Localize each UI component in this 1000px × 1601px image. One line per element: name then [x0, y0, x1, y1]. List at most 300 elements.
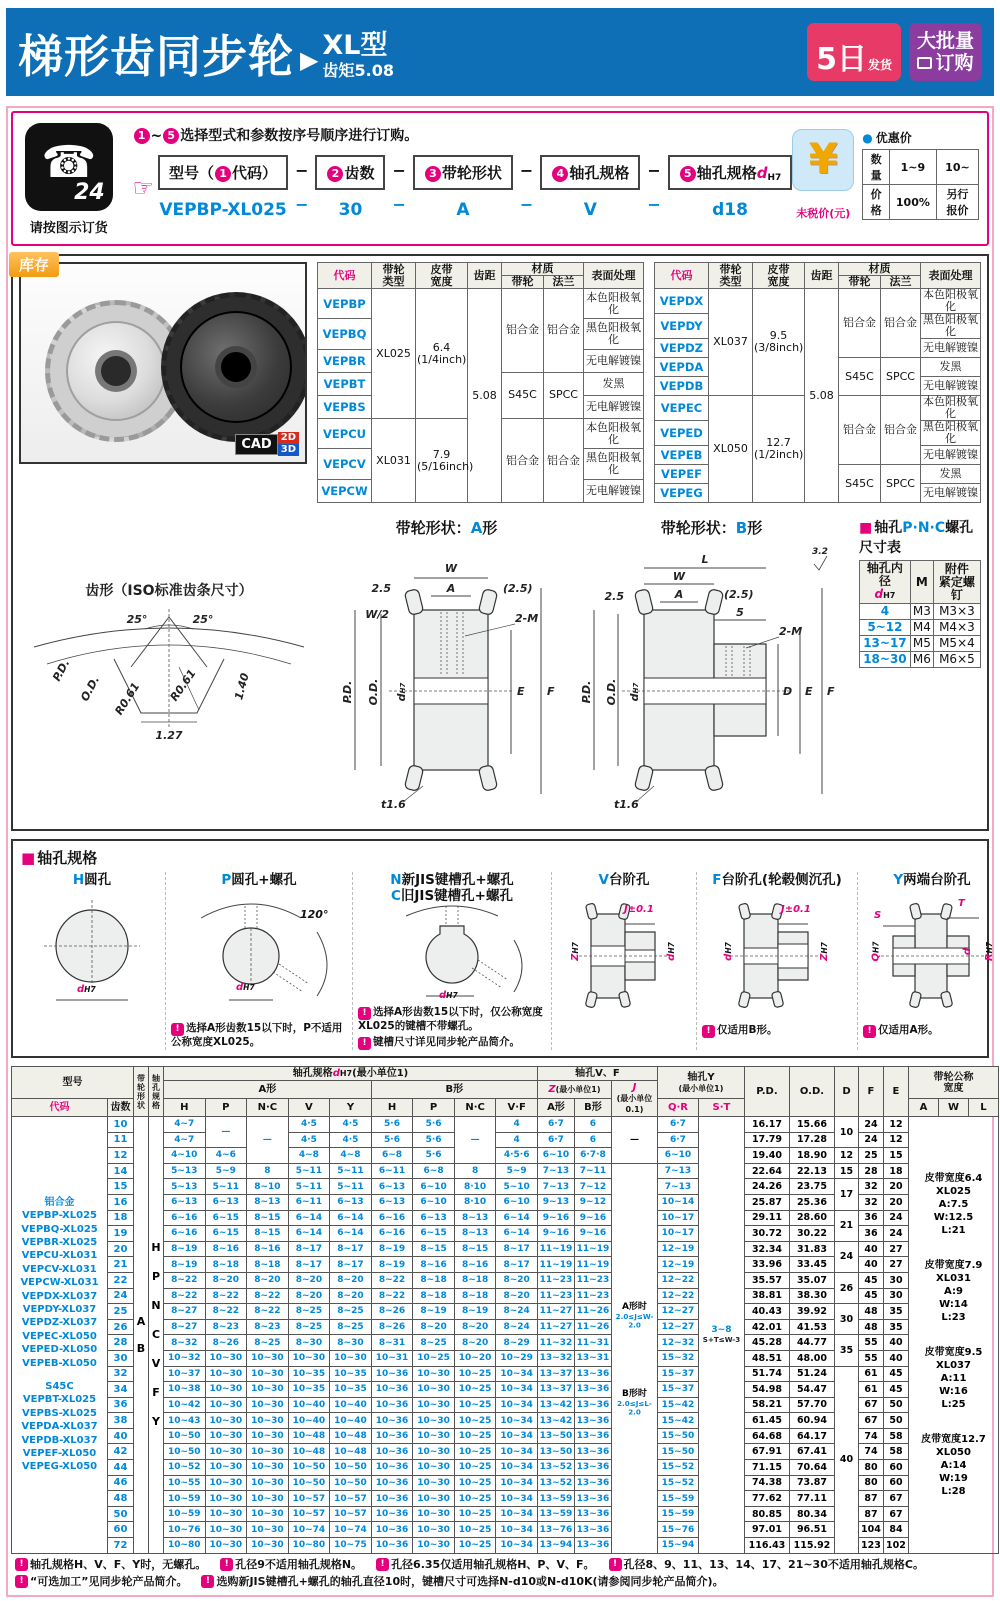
cell: 6~16 [371, 1226, 413, 1242]
dim-whalf: W/2 [365, 608, 389, 621]
cell: 铝合金 [502, 289, 544, 373]
example-code: VEPBP-XL025 [159, 200, 287, 220]
cell: 10~48 [288, 1428, 330, 1444]
cell: 发黑 [921, 358, 981, 377]
cell: 13~76 [537, 1522, 574, 1538]
cell: 46 [108, 1475, 134, 1491]
dim-25p: (2.5) [503, 582, 533, 595]
cell: 7~13 [537, 1163, 574, 1179]
cell: 6~14 [288, 1210, 330, 1226]
cell: 发黑 [584, 372, 644, 395]
footnote: ! 孔径9不适用轴孔规格N。 [220, 1558, 362, 1572]
info-icon [376, 1558, 389, 1571]
cell: 28 [108, 1335, 134, 1351]
cell: 15 [834, 1163, 858, 1179]
cell: 35.07 [789, 1272, 834, 1288]
cell: 102 [883, 1538, 908, 1554]
cell: 8 [454, 1163, 496, 1179]
cell: 10~50 [164, 1444, 206, 1460]
cell: 8~20 [454, 1319, 496, 1335]
cell: 黑色阳极氧化 [921, 421, 981, 446]
cell: 10~50 [330, 1460, 372, 1476]
cell[interactable]: VEPBP [318, 289, 372, 319]
cell: 10~35 [330, 1382, 372, 1398]
cell: 10~34 [496, 1366, 538, 1382]
cell: 7~11 [574, 1163, 611, 1179]
cell: 80 [858, 1475, 883, 1491]
col-width: 带轮公称 宽度 [908, 1067, 998, 1099]
cell: 11~31 [574, 1335, 611, 1351]
dim-25: 2.5 [604, 590, 624, 603]
cell: 10~36 [371, 1428, 413, 1444]
cell: 67.91 [744, 1444, 789, 1460]
cell: XL050 [709, 396, 753, 503]
cell: 10~40 [288, 1397, 330, 1413]
form-a-drawing [319, 540, 574, 820]
cell: 8~17 [330, 1257, 372, 1273]
bulk-order-badge: 大批量 订购 [909, 23, 982, 81]
cell: 32 [858, 1179, 883, 1195]
cell: 45.28 [744, 1335, 789, 1351]
cell: 10~59 [164, 1506, 206, 1522]
cell: 8~16 [247, 1241, 289, 1257]
cell: 13~36 [574, 1491, 611, 1507]
cell: M3×3 [933, 604, 980, 620]
phone-24h-icon: ☎ 24 [25, 123, 113, 211]
cell: 12 [108, 1148, 134, 1164]
cell: 5·6 [413, 1148, 455, 1164]
cell: 44 [108, 1460, 134, 1476]
cell[interactable]: VEPCV [318, 449, 372, 479]
cell: 8~15 [454, 1241, 496, 1257]
cell: 13~52 [537, 1475, 574, 1491]
cell: 11~23 [537, 1288, 574, 1304]
cell: 40 [883, 1335, 908, 1351]
cell: 10~76 [164, 1522, 206, 1538]
cell: 12 [883, 1117, 908, 1133]
form-b-diagram: 带轮形状：B形 L W 2.5 A (2.5) 5 2-M P.D. O.D. dH7 D E F t1.6 3.2 [574, 517, 849, 823]
cell: 10~50 [288, 1460, 330, 1476]
cell: 20 [108, 1241, 134, 1257]
cell: 10~37 [164, 1366, 206, 1382]
cell: 10~30 [205, 1382, 247, 1398]
cell[interactable]: VEPED [655, 421, 709, 446]
cell: 97.01 [744, 1522, 789, 1538]
cell: 8~18 [454, 1288, 496, 1304]
cell: 4·5 [288, 1132, 330, 1148]
cell: 13~37 [537, 1366, 574, 1382]
yen-icon: ¥ [792, 129, 854, 191]
cell[interactable]: VEPDB [655, 377, 709, 396]
cell: 铝合金 [881, 396, 921, 465]
footnote: ! 轴孔规格H、V、F、Y时，无螺孔。 [15, 1558, 206, 1572]
cell: 10~30 [205, 1522, 247, 1538]
cell: 10~57 [288, 1491, 330, 1507]
cell: 30 [883, 1272, 908, 1288]
cell[interactable]: VEPBQ [318, 319, 372, 349]
cell: 10~30 [413, 1397, 455, 1413]
dim-2m: 2-M [779, 625, 803, 638]
cell: 10~30 [247, 1350, 289, 1366]
cell: 6~13 [330, 1194, 372, 1210]
cell: 13~42 [537, 1397, 574, 1413]
cell: 8~23 [205, 1319, 247, 1335]
cell: 10~30 [205, 1475, 247, 1491]
cell: 10~80 [288, 1538, 330, 1554]
cell: SPCC [881, 358, 921, 396]
surface-finish: 3.2 [812, 547, 828, 557]
cad-2d-button[interactable]: 2D [278, 432, 299, 444]
cell: 10~48 [330, 1428, 372, 1444]
cell[interactable]: VEPEB [655, 446, 709, 465]
price-block [792, 123, 979, 236]
cell: 74 [858, 1444, 883, 1460]
cell: 40 [883, 1350, 908, 1366]
cell: 10~30 [247, 1522, 289, 1538]
part-number-builder: 型号（ 1 代码） VEPBP-XL025 − − 2 齿数 30 − − 3 带轮形状 A − − 4 轴孔规格 V − − 5 轴孔规格dH7 d18 [158, 155, 792, 220]
bore-nc-note2: !键槽尺寸详见同步轮产品简介。 [358, 1036, 546, 1050]
cell: 64.17 [789, 1428, 834, 1444]
cell: 8~25 [288, 1319, 330, 1335]
cell: 17.79 [744, 1132, 789, 1148]
cell: 10~30 [247, 1444, 289, 1460]
col-pd: P.D. [744, 1067, 789, 1117]
cell: 54.47 [789, 1382, 834, 1398]
cell[interactable]: VEPCU [318, 419, 372, 449]
cell: 8~13 [454, 1226, 496, 1242]
cell: 5~11 [288, 1163, 330, 1179]
cell: 10~30 [205, 1444, 247, 1460]
cell: 8~16 [413, 1257, 455, 1273]
cell: 本色阳极氧化 [584, 419, 644, 449]
cad-badge[interactable]: CAD 2D 3D [235, 432, 299, 456]
order-guide [11, 111, 989, 246]
cell: 11~23 [537, 1272, 574, 1288]
cell: 11~32 [537, 1335, 574, 1351]
od-label: O.D. [78, 673, 103, 704]
cell[interactable]: VEPEF [655, 465, 709, 484]
cell: 10~36 [371, 1506, 413, 1522]
cell: 15~37 [657, 1366, 698, 1382]
cell: 13~36 [574, 1397, 611, 1413]
cell: 8~13 [247, 1194, 289, 1210]
cell[interactable]: VEPEC [655, 396, 709, 421]
cell: 10~75 [330, 1538, 372, 1554]
cell: 4 [496, 1117, 538, 1133]
cell: 13~36 [574, 1475, 611, 1491]
tooth-title: 齿形（ISO标准齿条尺寸） [85, 583, 253, 599]
cell: 13~59 [537, 1491, 574, 1507]
cell: 7~12 [574, 1179, 611, 1195]
cell: 29.11 [744, 1210, 789, 1226]
cell: 61.45 [744, 1413, 789, 1429]
cell: 10~34 [496, 1538, 538, 1554]
cell: 10~30 [247, 1506, 289, 1522]
cell: 48 [858, 1304, 883, 1320]
cell: 67 [858, 1397, 883, 1413]
cell: 10~34 [496, 1382, 538, 1398]
cell: 44.77 [789, 1335, 834, 1351]
cell: 8~19 [371, 1257, 413, 1273]
cell: 15~42 [657, 1397, 698, 1413]
col-f: F [858, 1067, 883, 1117]
form-b-drawing [574, 540, 849, 820]
cell[interactable]: VEPCW [318, 479, 372, 502]
cell: 13~52 [537, 1460, 574, 1476]
cell: 8~24 [496, 1319, 538, 1335]
bore-nc-drawing [358, 904, 546, 1000]
cell: 8·10 [454, 1179, 496, 1195]
page-title: 梯形齿同步轮 [18, 29, 295, 83]
cell: 8~13 [454, 1210, 496, 1226]
cell: S45C [502, 372, 544, 418]
cell: 4·5 [330, 1117, 372, 1133]
cell: 8~25 [288, 1304, 330, 1320]
col-j: J (最小单位0.1) [611, 1081, 657, 1117]
cell: 本色阳极氧化 [921, 396, 981, 421]
cell[interactable]: 铝合金 VEPBP-XL025 VEPBQ-XL025 VEPBR-XL025 VEPCU-XL031 VEPCV-XL031 VEPCW-XL031 VEPDX-XL037 VEPDY-XL037 VEPDZ-XL037 VEPEC-XL050 VEPED-XL050 VEPEB-XL050 S45C VEPBT-XL025 VEPBS-XL025 VEPDA-XL037 VEPDB-XL037 VEPEF-XL050 VEPEG-XL050 [12, 1117, 108, 1554]
cell: 60 [883, 1475, 908, 1491]
height-label: 1.40 [232, 671, 252, 702]
cell: 30 [883, 1288, 908, 1304]
cell: 10~30 [247, 1475, 289, 1491]
cell: 8~17 [288, 1257, 330, 1273]
cell: 10~30 [247, 1460, 289, 1476]
cell: 6~13 [205, 1194, 247, 1210]
cell: 123 [858, 1538, 883, 1554]
cell[interactable]: VEPEG [655, 484, 709, 503]
cell: 7~13 [657, 1163, 698, 1179]
cell: 10~50 [330, 1475, 372, 1491]
cell: 10~30 [247, 1366, 289, 1382]
cell: 87 [858, 1506, 883, 1522]
cell: XL031 [372, 419, 416, 503]
cell: 铝合金 [881, 289, 921, 358]
cell: 13~50 [537, 1444, 574, 1460]
cell: 4~7 [164, 1132, 206, 1148]
cell: 8~22 [371, 1288, 413, 1304]
col-bore-dh7: 轴孔规格dH7(最小单位1) [164, 1067, 538, 1081]
order-note: 请按图示订货 [29, 221, 108, 236]
cell[interactable]: VEPDY [655, 314, 709, 339]
cell: 8~18 [247, 1257, 289, 1273]
cell[interactable]: VEPBR [318, 349, 372, 372]
cell: 13~36 [574, 1506, 611, 1522]
cell: 9~16 [537, 1210, 574, 1226]
cell: 8~29 [496, 1335, 538, 1351]
page-banner [6, 8, 994, 96]
cell: 13~59 [537, 1506, 574, 1522]
cell: 8~26 [205, 1335, 247, 1351]
cell: 42 [108, 1444, 134, 1460]
price-table: 数量 1~9 10~ 价格 100% 另行报价 [862, 149, 979, 220]
cell: 10~57 [288, 1506, 330, 1522]
cell: 10~36 [371, 1491, 413, 1507]
cell: 73.87 [789, 1475, 834, 1491]
col-shape: 带轮形状 [134, 1067, 149, 1117]
qty-label: 数量 [863, 150, 890, 185]
cell: 67 [858, 1413, 883, 1429]
cell: 6~14 [288, 1226, 330, 1242]
cell: 17 [834, 1179, 858, 1210]
cell: 87 [858, 1491, 883, 1507]
cell: 10~30 [205, 1460, 247, 1476]
cell: 6~10 [413, 1194, 455, 1210]
cell: M4 [910, 620, 933, 636]
cell: 42.01 [744, 1319, 789, 1335]
cell: 6~14 [496, 1226, 538, 1242]
cell: 13~36 [574, 1366, 611, 1382]
cell: 8~24 [496, 1304, 538, 1320]
cell: 13~31 [574, 1350, 611, 1366]
cell: 6·7·8 [574, 1148, 611, 1164]
cell: 72 [108, 1538, 134, 1554]
cell: 6~10 [413, 1179, 455, 1195]
cell: — [454, 1117, 496, 1164]
dim-e: E [805, 685, 813, 698]
cell: 38 [108, 1413, 134, 1429]
cell: 无电解镀镍 [921, 484, 981, 503]
cell: 55 [858, 1335, 883, 1351]
cell: 8~30 [330, 1335, 372, 1351]
cell: 8~22 [247, 1288, 289, 1304]
cell: 10~36 [371, 1382, 413, 1398]
cell: 10~35 [288, 1382, 330, 1398]
cell: 10~30 [205, 1366, 247, 1382]
cell[interactable]: VEPBT [318, 372, 372, 395]
cell: 8~17 [288, 1241, 330, 1257]
bore-y-note: !仅适用A形。 [863, 1024, 1000, 1038]
cell: 15 [883, 1148, 908, 1164]
cell: 6 [574, 1117, 611, 1133]
cell: 15~37 [657, 1382, 698, 1398]
cell: 4·5 [330, 1132, 372, 1148]
cell: 36 [108, 1397, 134, 1413]
col-y: 轴孔Y (最小单位1) [657, 1067, 744, 1099]
cell: 4·5 [288, 1117, 330, 1133]
col-bform: B形 [371, 1081, 537, 1099]
cell: 6~10 [496, 1194, 538, 1210]
cell: 10~30 [205, 1491, 247, 1507]
col-d: D [834, 1067, 858, 1117]
cell: 24 [858, 1117, 883, 1133]
cell: 48 [858, 1319, 883, 1335]
cell: 10~55 [164, 1475, 206, 1491]
cell: A B [134, 1117, 149, 1554]
dim-od: O.D. [605, 678, 618, 706]
cell: 10~31 [371, 1350, 413, 1366]
cell: XL025 [372, 289, 416, 419]
cell: 10~25 [454, 1428, 496, 1444]
cell[interactable]: VEPDA [655, 358, 709, 377]
pointing-hand-icon: ☞ [132, 173, 155, 202]
bore-y-drawing [863, 888, 1000, 1018]
cell: 24 [883, 1226, 908, 1242]
cell: 57.70 [789, 1397, 834, 1413]
cell: 18.90 [789, 1148, 834, 1164]
bore-nc-note1: !选择A形齿数15以下时，仅公称宽度XL025的键槽不带螺孔。 [358, 1006, 546, 1033]
cell: 16.17 [744, 1117, 789, 1133]
cell: 15~50 [657, 1444, 698, 1460]
col-z: Z(最小单位1) [537, 1081, 611, 1099]
col-od: O.D. [789, 1067, 834, 1117]
cell[interactable]: VEPBS [318, 395, 372, 418]
cell: 10~38 [164, 1382, 206, 1398]
cell: SPCC [544, 372, 584, 418]
cell: 8~20 [247, 1272, 289, 1288]
cell: 10~30 [247, 1413, 289, 1429]
cell: 4~10 [164, 1148, 206, 1164]
cell: 13~36 [574, 1460, 611, 1476]
cell: 51.74 [744, 1366, 789, 1382]
cell: 104 [858, 1522, 883, 1538]
width-label: 1.27 [155, 729, 183, 742]
cell: 10~30 [247, 1428, 289, 1444]
cad-3d-button[interactable]: 3D [278, 444, 299, 456]
order-instruction: 1 ~ 5 选择型式和参数按序号顺序进行订购。 [133, 125, 793, 145]
col-teeth: 齿数 [108, 1099, 134, 1117]
cell: 48.51 [744, 1350, 789, 1366]
cell: 6~14 [496, 1210, 538, 1226]
cell: 4·5·6 [496, 1148, 538, 1164]
cell: 6~10 [657, 1148, 698, 1164]
cell: 15~52 [657, 1475, 698, 1491]
cell: 55 [858, 1350, 883, 1366]
cell: 9~16 [574, 1210, 611, 1226]
cell: S45C [839, 358, 881, 396]
cell[interactable]: VEPDX [655, 289, 709, 314]
cell: 40 [858, 1241, 883, 1257]
cell: 7~13 [657, 1179, 698, 1195]
cell: 4 [496, 1132, 538, 1148]
cell: 8~22 [205, 1304, 247, 1320]
step-bore-d: 5 轴孔规格dH7 d18 [668, 155, 793, 220]
cell: 10~17 [657, 1210, 698, 1226]
r2-label: R0.61 [167, 666, 199, 704]
dim-t16: t1.6 [614, 798, 639, 811]
cell: 5.08 [805, 289, 839, 503]
cell[interactable]: VEPDZ [655, 339, 709, 358]
bore-nc: N新JIS键槽孔+螺孔 C旧JIS键槽孔+螺孔 dH7 !选择A形齿数15以下时，仅公称宽度XL025的键槽不带螺孔。 !键槽尺寸详见同步轮产品简介。 [352, 872, 551, 1050]
cell: 48.00 [789, 1350, 834, 1366]
cell: 12.7 (1/2inch) [753, 396, 805, 503]
cell: 48 [108, 1491, 134, 1507]
order-form-icon [917, 57, 932, 69]
cell: 10~36 [371, 1475, 413, 1491]
cell: A形时 2.0≤J≤W-2.0 B形时 2.0≤J≤L-2.0 [611, 1163, 657, 1553]
cell: 45 [883, 1366, 908, 1382]
dim-l: L [701, 553, 709, 566]
cell: 8~20 [330, 1272, 372, 1288]
content-frame [6, 106, 994, 1597]
cell: 70.64 [789, 1460, 834, 1476]
cell: 13~36 [574, 1382, 611, 1398]
cell: 8~16 [205, 1241, 247, 1257]
cell: 15~59 [657, 1506, 698, 1522]
cell: 10~52 [164, 1460, 206, 1476]
dim-w: W [672, 570, 686, 583]
cell: 25.36 [789, 1194, 834, 1210]
cell: 60 [883, 1460, 908, 1476]
cell: 74 [858, 1428, 883, 1444]
cell: 10~48 [288, 1444, 330, 1460]
cell: 13~37 [537, 1382, 574, 1398]
cell: 80.85 [744, 1506, 789, 1522]
cell: 6~13 [164, 1194, 206, 1210]
cell: 10~30 [413, 1413, 455, 1429]
tooth-profile-drawing [19, 517, 319, 772]
cell: 30.72 [744, 1226, 789, 1242]
